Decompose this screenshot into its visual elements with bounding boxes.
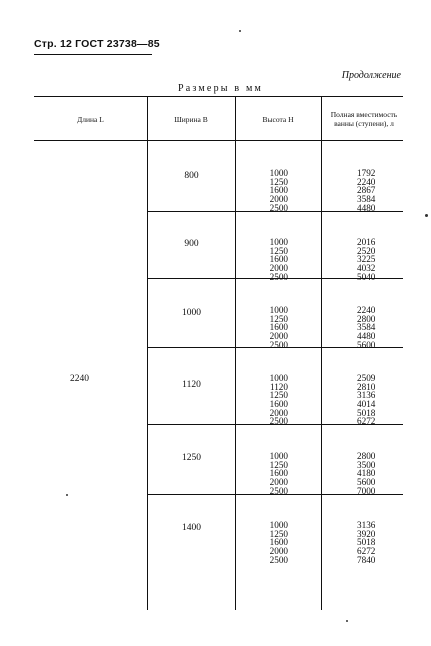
volume-list: 2240 2800 3584 4480 5600 — [357, 305, 376, 350]
volume-list: 1792 2240 2867 3584 4480 — [357, 168, 376, 213]
col-header-length: Длина L — [77, 115, 104, 124]
width-value: 1120 — [182, 380, 201, 390]
height-list: 1000 1250 1600 2000 2500 — [269, 520, 288, 565]
col-divider-2 — [235, 96, 236, 610]
scan-speck — [239, 30, 241, 32]
scan-speck — [66, 494, 68, 496]
volume-list: 2800 3500 4180 5600 7000 — [357, 451, 376, 496]
units-caption: Размеры в мм — [178, 83, 264, 94]
table-top-rule — [34, 96, 403, 97]
width-value: 900 — [184, 239, 199, 249]
table-header-rule — [34, 140, 403, 141]
page-header: Стр. 12 ГОСТ 23738—85 — [34, 38, 160, 50]
height-list: 1000 1250 1600 2000 2500 — [269, 168, 288, 213]
volume-list: 3136 3920 5018 6272 7840 — [357, 520, 376, 565]
width-value: 1400 — [182, 523, 201, 533]
col-header-volume: Полная вместимость ванны (ступени), л — [330, 110, 398, 128]
col-divider-3 — [321, 96, 322, 610]
scan-speck — [425, 214, 428, 217]
continuation-label: Продолжение — [341, 70, 401, 81]
scan-speck — [346, 620, 348, 622]
volume-list: 2509 2810 3136 4014 5018 6272 — [357, 373, 376, 427]
height-list: 1000 1250 1600 2000 2500 — [269, 305, 288, 350]
col-header-width: Ширина B — [174, 115, 208, 124]
volume-list: 2016 2520 3225 4032 5040 — [357, 237, 376, 282]
height-list: 1000 1250 1600 2000 2500 — [269, 451, 288, 496]
header-underline — [34, 54, 152, 55]
width-value: 800 — [184, 171, 199, 181]
height-list: 1000 1250 1600 2000 2500 — [269, 237, 288, 282]
length-value: 2240 — [70, 374, 89, 384]
width-value: 1250 — [182, 453, 201, 463]
col-header-height: Высота H — [262, 115, 294, 124]
width-value: 1000 — [182, 308, 201, 318]
height-list: 1000 1120 1250 1600 2000 2500 — [269, 373, 288, 427]
